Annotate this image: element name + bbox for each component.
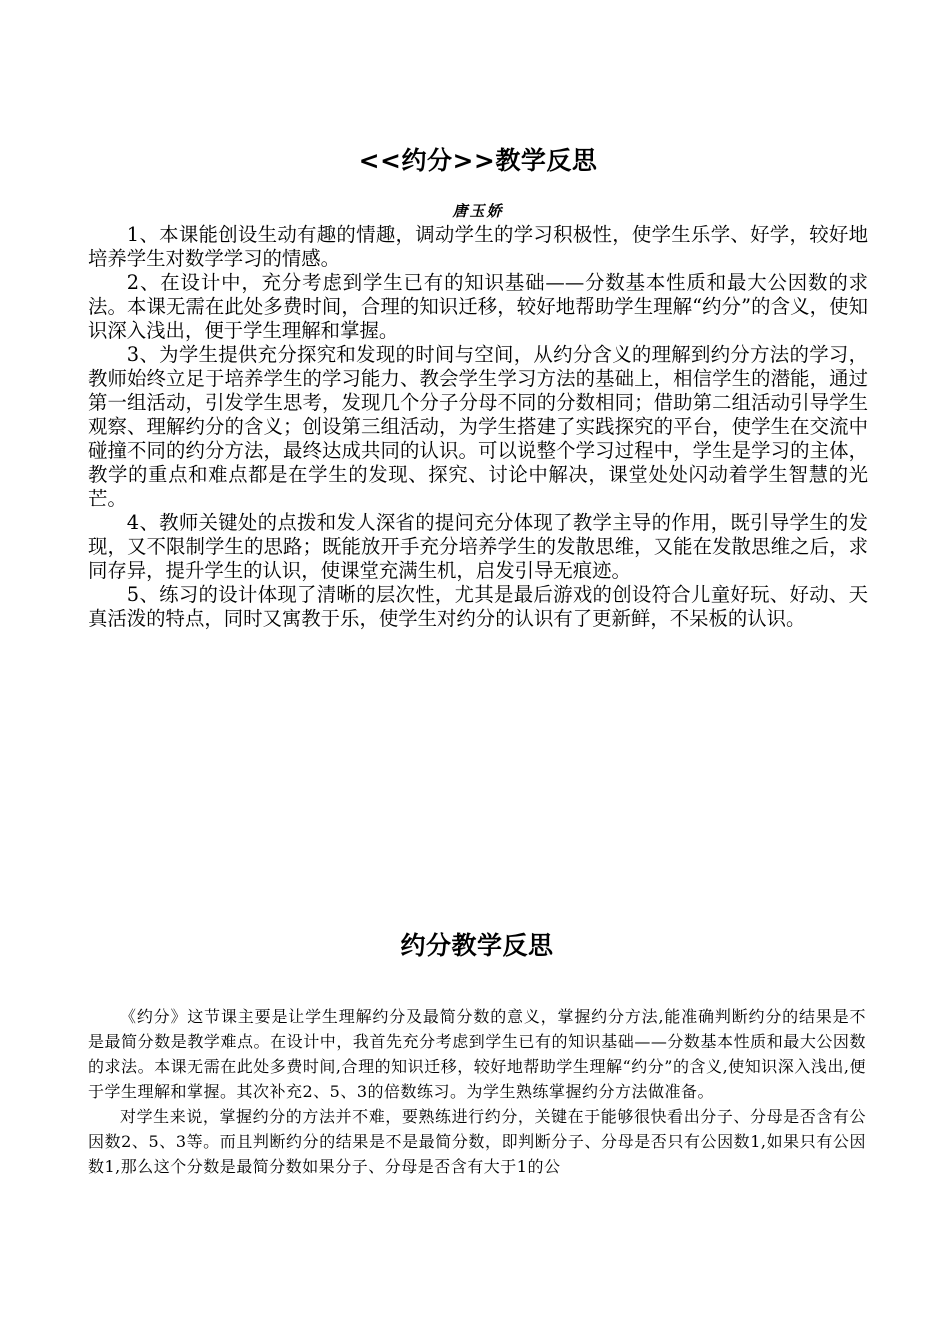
paragraph: 对学生来说，掌握约分的方法并不难，要熟练进行约分，关键在于能够很快看出分子、分母是否含有公因数2、5、3等。而且判断约分的结果是不是最简分数，即判断分子、分母是否只有公因数1,如果只有公因数1,那么这个分数是最简分数如果分子、分母是否含有大于1的公 [88,1107,866,1176]
page-title: <<约分>>教学反思 [358,146,598,175]
paragraph: 《约分》这节课主要是让学生理解约分及最简分数的意义，掌握约分方法,能准确判断约分的结果是不是最简分数是教学难点。在设计中，我首先充分考虑到学生已有的知识基础——分数基本性质和最大公因数的求法。本课无需在此处多费时间,合理的知识迁移，较好地帮助学生理解“约分”的含义,使知识深入浅出,便于学生理解和掌握。其次补充2、5、3的倍数练习。为学生熟练掌握约分方法做准备。 [88,1007,866,1101]
paragraph: 3、为学生提供充分探究和发现的时间与空间，从约分含义的理解到约分方法的学习，教师始终立足于培养学生的学习能力、教会学生学习方法的基础上，相信学生的潜能，通过第一组活动，引发学生思考，发现几个分子分母不同的分数相同；借助第二组活动引导学生观察、理解约分的含义；创设第三组活动，为学生搭建了实践探究的平台，使学生在交流中碰撞不同的约分方法，最终达成共同的认识。可以说整个学习过程中，学生是学习的主体，教学的重点和难点都是在学生的发现、探究、讨论中解决，课堂处处闪动着学生智慧的光芒。 [88,343,868,510]
reflection-section-two [88,928,866,1179]
author-name: 唐玉娇 [452,202,504,220]
reflection-section-one [88,142,868,631]
paragraph: 2、在设计中，充分考虑到学生已有的知识基础——分数基本性质和最大公因数的求法。本课无需在此处多费时间，合理的知识迁移，较好地帮助学生理解“约分”的含义，使知识深入浅出，便于学生理解和掌握。 [88,271,868,342]
body-text-one [88,223,868,631]
paragraph: 1、本课能创设生动有趣的情趣，调动学生的学习积极性，使学生乐学、好学，较好地培养学生对数学学习的情感。 [88,223,868,270]
body-text-two [88,1004,866,1179]
paragraph: 5、练习的设计体现了清晰的层次性，尤其是最后游戏的创设符合儿童好玩、好动、天真活泼的特点，同时又寓教于乐，使学生对约分的认识有了更新鲜，不呆板的认识。 [88,583,868,630]
paragraph: 4、教师关键处的点拨和发人深省的提问充分体现了教学主导的作用，既引导学生的发现，又不限制学生的思路；既能放开手充分培养学生的发散思维，又能在发散思维之后，求同存异，提升学生的认识，使课堂充满生机，启发引导无痕迹。 [88,511,868,582]
section-title: 约分教学反思 [400,931,554,960]
